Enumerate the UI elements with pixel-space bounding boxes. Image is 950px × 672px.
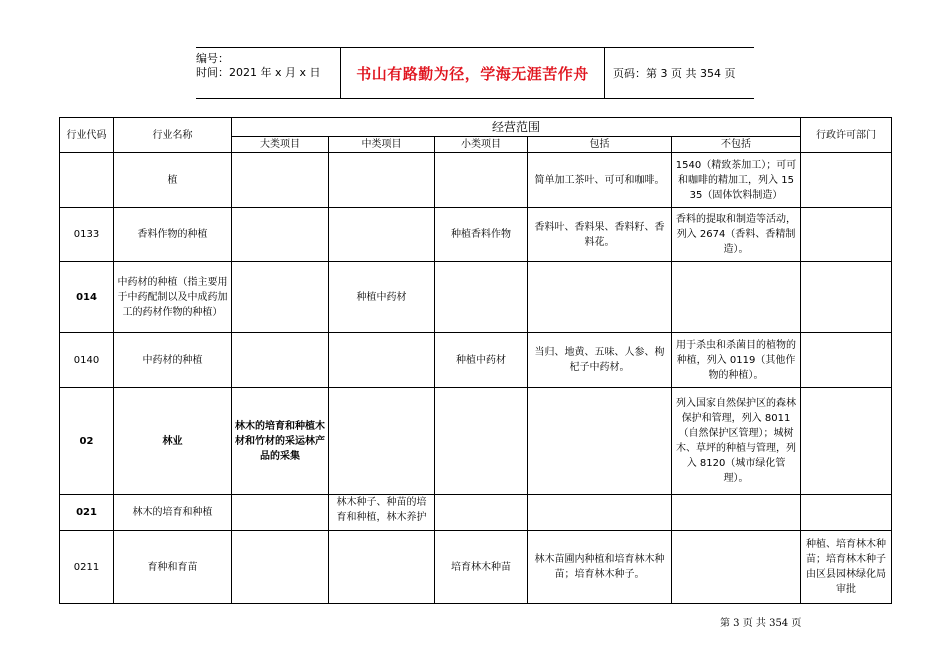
header-exclude: 不包括 xyxy=(672,137,801,153)
cell-exclude xyxy=(672,495,801,531)
cell-name: 中药材的种植 xyxy=(114,333,232,388)
cell-minor xyxy=(435,388,528,495)
cell-medium: 林木种子、种苗的培育和种植，林木养护 xyxy=(329,495,435,531)
cell-dept xyxy=(801,262,892,333)
cell-include xyxy=(528,262,672,333)
cell-dept xyxy=(801,333,892,388)
cell-major xyxy=(232,495,329,531)
cell-name: 香料作物的种植 xyxy=(114,208,232,262)
table-row xyxy=(60,208,892,262)
table-row xyxy=(60,495,892,531)
cell-minor xyxy=(435,495,528,531)
cell-medium xyxy=(329,388,435,495)
cell-dept xyxy=(801,153,892,208)
cell-dept: 种植、培育林木种苗；培育林木种子由区县园林绿化局审批 xyxy=(801,531,892,604)
header-medium: 中类项目 xyxy=(329,137,435,153)
cell-exclude: 列入国家自然保护区的森林保护和管理，列入 8011（自然保护区管理）；城树木、草坪的种植与管理，列入 8120（城市绿化管理）。 xyxy=(672,388,801,495)
page-footer: 第 3 页 共 354 页 xyxy=(720,618,802,629)
cell-medium xyxy=(329,531,435,604)
cell-minor xyxy=(435,153,528,208)
cell-major xyxy=(232,208,329,262)
number-label: 编号： xyxy=(196,52,229,65)
page-header xyxy=(196,47,754,99)
header-include: 包括 xyxy=(528,137,672,153)
table-row xyxy=(60,333,892,388)
cell-name: 林业 xyxy=(114,388,232,495)
cell-exclude: 用于杀虫和杀菌目的植物的种植，列入 0119（其他作物的种植）。 xyxy=(672,333,801,388)
cell-minor: 种植中药材 xyxy=(435,333,528,388)
cell-minor: 种植香料作物 xyxy=(435,208,528,262)
cell-major: 林木的培育和种植木材和竹材的采运林产品的采集 xyxy=(232,388,329,495)
cell-minor xyxy=(435,262,528,333)
page-code: 页码：第 3 页 共 354 页 xyxy=(613,67,736,80)
cell-code xyxy=(60,153,114,208)
time-label: 时间：2021 年 x 月 x 日 xyxy=(196,66,321,79)
industry-table xyxy=(59,117,892,604)
table-row xyxy=(60,388,892,495)
cell-major xyxy=(232,333,329,388)
cell-code: 0211 xyxy=(60,531,114,604)
table-row xyxy=(60,153,892,208)
cell-minor: 培育林木种苗 xyxy=(435,531,528,604)
header-minor: 小类项目 xyxy=(435,137,528,153)
cell-include: 当归、地黄、五味、人参、枸杞子中药材。 xyxy=(528,333,672,388)
cell-name: 植 xyxy=(114,153,232,208)
motto: 书山有路勤为径，学海无涯苦作舟 xyxy=(340,48,605,98)
header-scope: 经营范围 xyxy=(232,118,801,137)
header-major: 大类项目 xyxy=(232,137,329,153)
table-row xyxy=(60,531,892,604)
cell-exclude xyxy=(672,531,801,604)
cell-name: 林木的培育和种植 xyxy=(114,495,232,531)
cell-medium: 种植中药材 xyxy=(329,262,435,333)
cell-include: 香料叶、香料果、香料籽、香料花。 xyxy=(528,208,672,262)
cell-code: 0140 xyxy=(60,333,114,388)
cell-dept xyxy=(801,208,892,262)
cell-exclude: 1540（精致茶加工）；可可和咖啡的精加工，列入 1535（固体饮料制造） xyxy=(672,153,801,208)
cell-medium xyxy=(329,153,435,208)
cell-code: 014 xyxy=(60,262,114,333)
header-info xyxy=(196,48,340,98)
cell-include: 林木苗圃内种植和培育林木种苗；培育林木种子。 xyxy=(528,531,672,604)
table-row xyxy=(60,262,892,333)
cell-medium xyxy=(329,208,435,262)
cell-major xyxy=(232,262,329,333)
cell-medium xyxy=(329,333,435,388)
cell-major xyxy=(232,531,329,604)
cell-exclude xyxy=(672,262,801,333)
cell-exclude: 香料的提取和制造等活动，列入 2674（香料、香精制造）。 xyxy=(672,208,801,262)
cell-major xyxy=(232,153,329,208)
cell-include: 简单加工茶叶、可可和咖啡。 xyxy=(528,153,672,208)
cell-dept xyxy=(801,388,892,495)
header-dept: 行政许可部门 xyxy=(801,118,892,153)
cell-include xyxy=(528,388,672,495)
cell-name: 中药材的种植（指主要用于中药配制以及中成药加工的药材作物的种植） xyxy=(114,262,232,333)
header-name: 行业名称 xyxy=(114,118,232,153)
cell-code: 0133 xyxy=(60,208,114,262)
cell-dept xyxy=(801,495,892,531)
cell-code: 02 xyxy=(60,388,114,495)
cell-include xyxy=(528,495,672,531)
cell-code: 021 xyxy=(60,495,114,531)
cell-name: 育种和育苗 xyxy=(114,531,232,604)
header-code: 行业代码 xyxy=(60,118,114,153)
